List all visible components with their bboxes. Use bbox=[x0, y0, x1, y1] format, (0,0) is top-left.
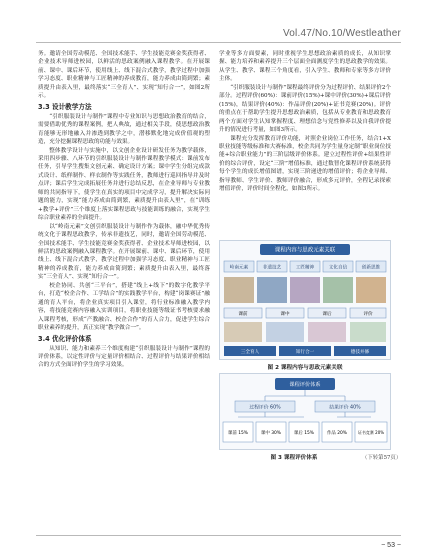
fig2-thumbnails bbox=[224, 322, 386, 342]
figure-3-caption: 图 3 课程评价体系 bbox=[270, 455, 318, 461]
fig2-thumb bbox=[224, 322, 262, 342]
left-paragraph-1: 务。邀请全国劳动模范、全国技术能手、学生技能竞赛金奖获得者、企业技术导师进校园，以鲜活的思政案例融入课程教学。在开展课前、课中、课后环节，使用线上、线下混合式教学，教学过程中加强学习态度、职业精神与工匠精神的养成教育，能力养成由简到繁；素质提升由表入里，最终落实“三全育人”、实现“知行合一”，如图2所示。 bbox=[38, 51, 210, 100]
fig2-step-label: 评价 bbox=[363, 312, 373, 317]
right-paragraph-2: “引织服装设计与制作”课程最终评价分为过程评价、结果评价2个部分。过程评价(60%)：课前评价(15%)+课中评价(30%)+课后评价(15%)，结果评价(40%)：作品评价(20%)+证书竞赛(20%)。评价的重点在于帮助学生提升思想政治素质，包括从专业教育和思政教育两个方面对学生认知掌握程度、理想信念与党性修养以及自我评价提升的情况进行考量，如图3所示。 bbox=[219, 84, 391, 134]
right-paragraph-1: 学业等多方面要素，同时重视学生思想政治素质的成长，从知识掌握、能力培养和素养提升三个层面全面测度学生的思政教学的效果。从学生、教学、课程三个角度看，引入学生、教师和专家等多方评价主体。 bbox=[219, 51, 391, 83]
fig3-leaves bbox=[223, 422, 387, 442]
left-paragraph-3: 整体教学设计与实施中，以文创企业设计研发任务为教学载体，采用四步骤、八环节的引织服装设计与制作课程教学模式：课前发布任务，引导学生搜集文创元素、确定设计方案；课中学生分组完成款式设计、纸样制作、样衣制作等实践任务，教师进行巡回指导并及时点评；课后学生完成拓展任务并进行总结反思，在企业导师与专业教师的共同指导下，使学生在真实的项目中完成学习，提升解决实际问题的能力，实现“能力养成由简到繁，素质提升由表入里”，在“训练+教学+评价”三个维度上落实课程思政与技能训练的融合，实现学生综合职业素养的全面提升。 bbox=[38, 147, 210, 222]
fig2-step-label: 课前 bbox=[238, 312, 248, 317]
fig2-module-label: 岭南元素 bbox=[229, 265, 249, 271]
fig2-photo bbox=[356, 277, 386, 303]
fig2-module-label: 文化自信 bbox=[328, 265, 348, 271]
fig3-leaf-label: 课前 15% bbox=[228, 431, 248, 436]
fig3-root: 课程评价体系 bbox=[289, 382, 321, 388]
figure-3-diagram bbox=[220, 374, 390, 449]
fig3-leaf-label: 证书竞赛 20% bbox=[357, 430, 385, 435]
heading-3-4: 3.4 优化评价体系 bbox=[38, 334, 92, 343]
left-paragraph-2: “引织服装设计与制作”课程中专业知识与思想政治教育的结合，需要借助优秀的课程案例，把人典故，通过相关手段，使思想政治教育能够无形地融入并渗透到教学之中，潜移默化地完成价值观的塑造，充分挖掘课程思政的功能与效果。 bbox=[38, 113, 210, 146]
fig2-thumb bbox=[308, 322, 346, 342]
fig3-result: 结果评价 40% bbox=[329, 405, 361, 411]
figure-2-caption: 图 2 课程内容与思政元素关联 bbox=[267, 365, 343, 371]
fig2-bottom-label: 知行合一 bbox=[295, 350, 315, 355]
right-column bbox=[219, 50, 391, 238]
left-paragraph-4: 以“岭南元素”文创引织服装设计与制作作为载体，融中华优秀传统文化于课程思政教学，传承非遗技艺，同时，邀请全国劳动模范、全国技术能手、学生技能竞赛金奖获得者、企业技术导师进校园，以鲜活的思政案例融入课程教学。在开展课前、课中、课后环节，使用线上、线下混合式教学，教学过程中加强学习态度、职业精神与工匠精神的养成教育，能力养成由简到繁；素质提升由表入里，最终落实“三全育人”、实现“知行合一”。 bbox=[38, 223, 210, 281]
figure-3 bbox=[219, 373, 391, 450]
left-paragraph-6: 从知识、能力和素养三个维度构建“引织服装设计与制作”课程的评价体系，以定性评价与定量评价相结合、过程评价与结果评价相结合的方式全面评价学生的学习效果。 bbox=[38, 345, 210, 369]
fig2-module-label: 非遗技艺 bbox=[262, 265, 282, 271]
fig3-leaf-label: 作品 20% bbox=[327, 431, 347, 436]
fig2-bottom-label: 德技并修 bbox=[350, 350, 370, 355]
fig2-module-label: 创新思维 bbox=[361, 265, 381, 271]
continued-note: （下转第57页） bbox=[362, 455, 402, 461]
fig2-image-strip bbox=[224, 277, 386, 303]
fig2-steps bbox=[224, 308, 386, 318]
bottom-rule bbox=[36, 535, 401, 536]
fig2-bottom bbox=[224, 346, 386, 356]
top-rule bbox=[36, 42, 401, 43]
page-number: − 53 − bbox=[381, 542, 401, 549]
fig2-module-label: 工匠精神 bbox=[295, 265, 315, 271]
right-paragraph-3: 课程充分发挥教育评价功能，对照企业岗位工作任务，结合1+X职业技能等级标准和大赛标准，校企共同为学生量身定制“职业岗位技能+综合职业能力”的三阶层级评价体系。建立过程性评价+结果性评价的综合评价，设定“三阶”增值标准，通过数智化课程评价系统获得每个学生的成长增值图谱，实现三阶递进的增值评价；将企业导师、指导教师、学生评价、教师评价融合，形成多元评价，全程记录探索增值评价，评价时间全程化，如图3所示。 bbox=[219, 135, 391, 193]
fig2-step-label: 课中 bbox=[280, 312, 290, 317]
figure-2-diagram bbox=[220, 241, 390, 359]
fig3-process: 过程评价 60% bbox=[249, 405, 281, 411]
left-paragraph-5: 校企协同、共创“三平台”，搭建“线上+线下”的数字化教学平台，打造“校企合作、工学结合”的实践教学平台，构建“岗课赛证”融通的育人平台，将企业真实项目引入课堂，将行业标准融入教学内容，将技能竞赛内容融入实训项目，将职业技能等级证书考核要求融入课程考核，形成“产教融合、校企合作”的育人合力，促进学生综合职业素养的提升，真正实现“教学做合一”。 bbox=[38, 282, 210, 332]
fig2-photo bbox=[290, 277, 320, 303]
figure-2 bbox=[219, 240, 391, 360]
heading-3-3: 3.3 设计教学方法 bbox=[38, 102, 92, 111]
journal-header: Vol.47/No.10/Westleather bbox=[282, 28, 401, 39]
fig2-bottom-label: 三全育人 bbox=[240, 350, 260, 355]
fig2-title: 课程内容与思政元素关联 bbox=[274, 247, 336, 254]
fig2-step-label: 课后 bbox=[322, 312, 332, 317]
fig3-leaf-label: 课后 15% bbox=[294, 431, 314, 436]
fig2-photo bbox=[224, 277, 254, 303]
fig2-thumb bbox=[350, 322, 386, 342]
fig3-leaf-label: 课中 30% bbox=[261, 431, 281, 436]
fig2-photo bbox=[323, 277, 353, 303]
left-column bbox=[38, 50, 210, 370]
fig2-thumb bbox=[266, 322, 304, 342]
fig2-modules bbox=[224, 261, 386, 272]
fig2-photo bbox=[257, 277, 287, 303]
